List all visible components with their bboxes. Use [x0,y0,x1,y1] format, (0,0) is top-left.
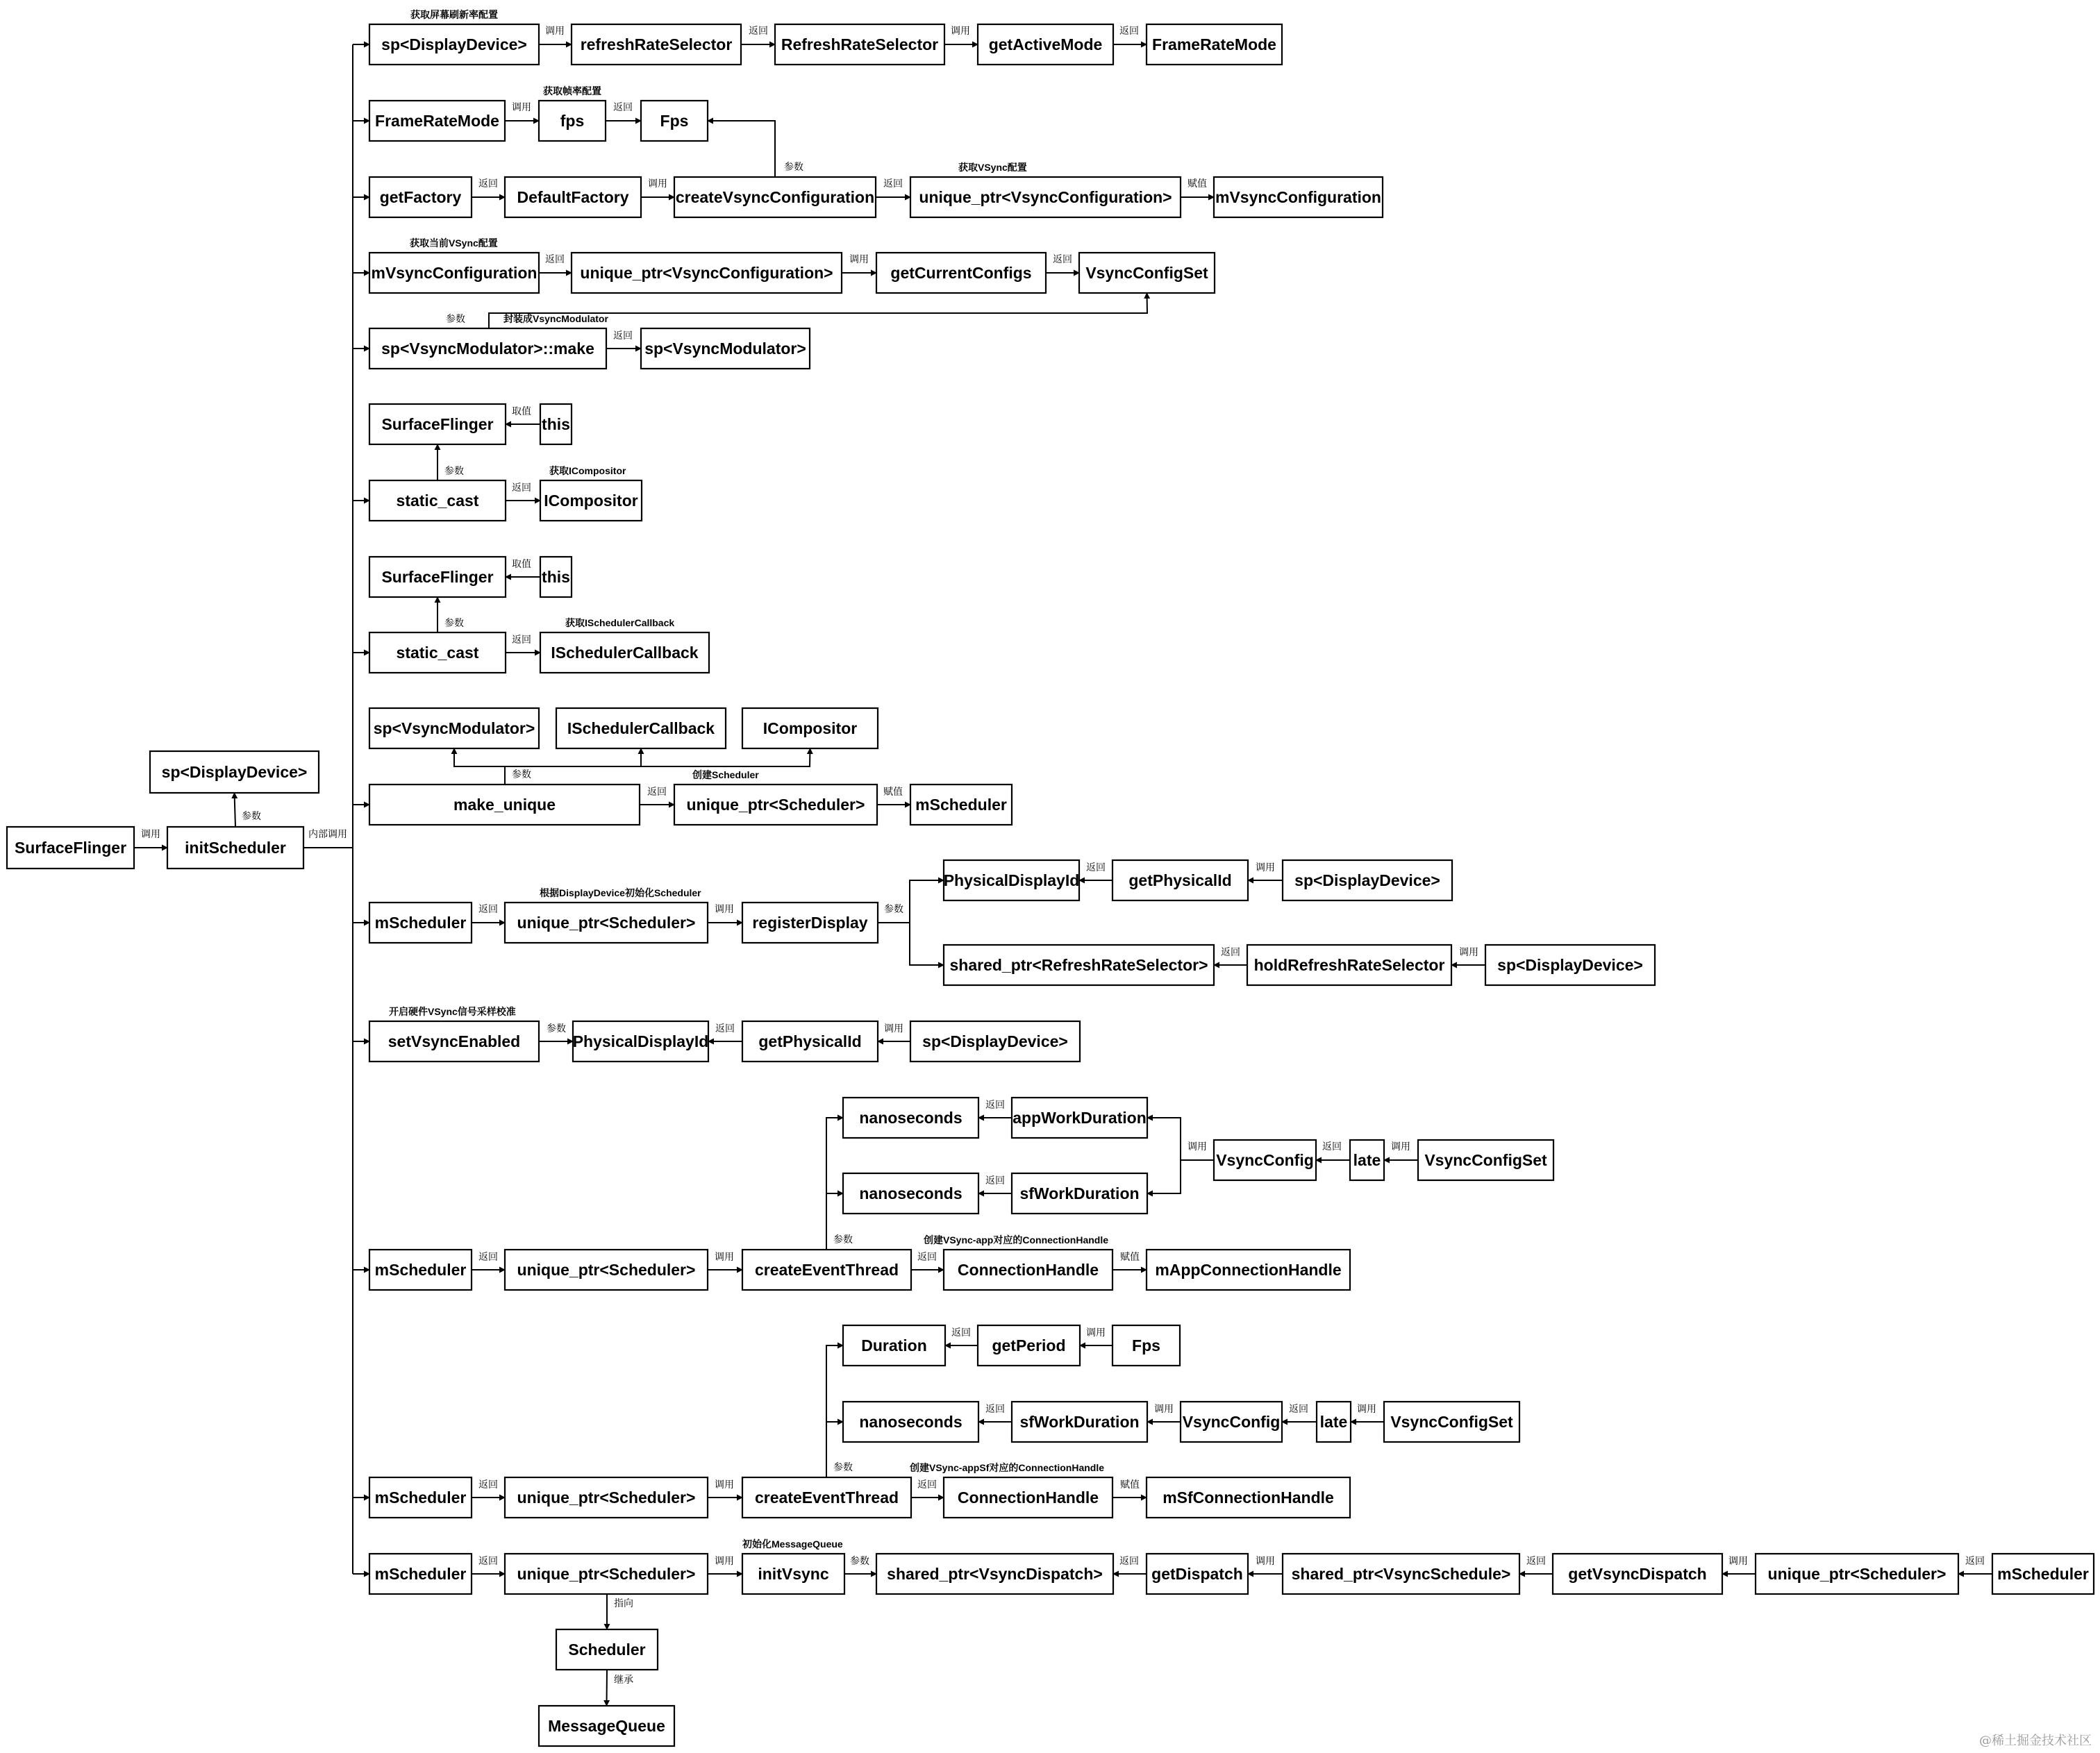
watermark: @稀土掘金技术社区 [1979,1734,2092,1748]
edge-label-call: 调用 [141,828,160,839]
node-label: Duration [861,1336,927,1354]
node-n-r12-vc [1181,1402,1282,1442]
node-n-r7-this [540,557,572,597]
edge-label-return: 返回 [647,786,667,797]
node-n-r7-b [540,632,709,673]
node-label: holdRefreshRateSelector [1253,956,1445,974]
node-n-r11-n1 [843,1098,978,1138]
edge-label-take-value: 取值 [512,558,531,569]
node-label: unique_ptr<Scheduler> [517,1565,696,1583]
node-n-r12-dur [843,1325,945,1366]
node-n-r11-vc [1214,1140,1316,1180]
note-r4: 获取当前VSync配置 [410,237,498,249]
arrow-r8-p2 [505,748,641,766]
node-n-r9-c [742,903,878,943]
node-label: RefreshRateSelector [781,35,939,53]
node-n-r1-c [775,24,944,65]
arrow-r12c-dur [826,1345,843,1477]
node-n-r8-a [369,785,640,825]
node-label: unique_ptr<Scheduler> [517,1261,696,1279]
node-label: FrameRateMode [1152,35,1276,53]
node-label: getPeriod [992,1336,1066,1354]
node-n-r6-a [369,480,506,521]
node-label: MessageQueue [548,1717,665,1735]
node-label: mSfConnectionHandle [1162,1488,1334,1507]
node-n-r9-a [369,903,472,943]
arrow-r8-p3 [641,748,810,766]
edge-label-param: 参数 [784,161,803,172]
node-label: sp<DisplayDevice> [1497,956,1643,974]
note-r6: 获取ICompositor [549,465,626,476]
note-r7: 获取ISchedulerCallback [565,617,675,628]
edge-label-call: 调用 [545,25,565,36]
node-label: refreshRateSelector [580,35,733,53]
edge-label-return: 返回 [1526,1555,1546,1566]
node-n-r3-a [369,177,472,217]
node-label: VsyncConfigSet [1424,1151,1547,1169]
node-n-r8-p2 [556,708,726,748]
edge-label-call: 调用 [715,903,734,914]
node-label: mAppConnectionHandle [1155,1261,1342,1279]
node-label: sp<DisplayDevice> [922,1032,1068,1050]
edge-label-param: 参数 [444,617,464,628]
edge-label-call: 调用 [1154,1403,1174,1414]
arrow-r8-p1 [454,748,505,785]
node-label: unique_ptr<Scheduler> [1767,1565,1947,1583]
node-n-r11-c [742,1250,911,1290]
node-n-r13-d [876,1554,1113,1594]
node-n-r3-e [1214,177,1383,217]
node-label: fps [560,112,585,130]
node-n-r12-b [505,1477,708,1518]
node-n-r9-g [944,945,1214,985]
edge-label-call: 调用 [715,1479,734,1490]
edge-label-return: 返回 [1965,1555,1985,1566]
node-label: sfWorkDuration [1019,1184,1140,1202]
node-n-r13-e [1147,1554,1248,1594]
node-n-r13-mq [539,1706,674,1746]
arrow-r9c-r9g [910,923,944,965]
edge-label-points-to: 指向 [614,1597,633,1609]
node-n-r12-e [1147,1477,1350,1518]
node-label: mVsyncConfiguration [371,264,538,282]
edge-label-assign: 赋值 [1188,178,1207,189]
node-n-r13-c [742,1554,844,1594]
note-r5: 封装成VsyncModulator [503,313,608,324]
edge-label-call: 调用 [648,178,667,189]
node-n-r11-b [505,1250,708,1290]
node-n-r9-f [1283,860,1452,900]
note-r3: 获取VSync配置 [958,162,1027,173]
edge-label-param: 参数 [833,1461,853,1473]
node-label: nanoseconds [859,1184,962,1202]
edge-label-call: 调用 [1086,1327,1106,1338]
node-n-r11-a [369,1250,472,1290]
node-n-r4-d [1079,253,1215,293]
node-label: sp<VsyncModulator>::make [381,339,594,358]
node-n-r8-p1 [369,708,539,748]
node-n-r10-a [369,1021,539,1062]
edge-label-return: 返回 [985,1175,1005,1186]
node-label: shared_ptr<VsyncDispatch> [887,1565,1103,1583]
node-label: mVsyncConfiguration [1215,188,1381,206]
node-label: getFactory [379,188,462,206]
node-label: mScheduler [374,1488,467,1507]
arrow-vc-w1 [1147,1118,1214,1160]
node-label: static_cast [396,644,479,662]
edge-label-return: 返回 [715,1023,735,1034]
node-n-r7-sf [369,557,506,597]
node-label: getPhysicalId [1128,871,1232,889]
node-label: this [542,415,570,433]
node-n-r13-sch [556,1629,658,1670]
node-label: nanoseconds [859,1413,962,1431]
edge-label-return: 返回 [1322,1141,1342,1152]
edge-label-call: 调用 [1391,1141,1410,1152]
node-label: nanoseconds [859,1109,962,1127]
node-label: ConnectionHandle [957,1488,1099,1507]
node-n-r4-b [572,253,842,293]
edge-label-call: 调用 [1188,1141,1207,1152]
node-label: mScheduler [374,1565,467,1583]
node-label: sp<DisplayDevice> [161,763,308,781]
node-n-dd0 [150,751,319,793]
node-label: sp<DisplayDevice> [1294,871,1440,889]
edge-label-return: 返回 [749,25,768,36]
node-n-r1-d [978,24,1113,65]
edge-label-param: 参数 [850,1555,869,1566]
edge-label-call: 调用 [1459,946,1478,957]
edge-label-call: 调用 [715,1251,734,1262]
edge-label-return: 返回 [478,178,498,189]
node-label: make_unique [453,796,556,814]
node-label: FrameRateMode [375,112,499,130]
edge-label-call: 调用 [849,253,869,265]
note-r1: 获取屏幕刷新率配置 [410,9,498,20]
node-label: createVsyncConfiguration [675,188,875,206]
node-label: unique_ptr<Scheduler> [517,914,696,932]
node-label: registerDisplay [752,914,868,932]
node-label: createEventThread [754,1261,899,1279]
edge-label-param: 参数 [242,810,261,821]
node-label: setVsyncEnabled [388,1032,521,1050]
node-n-r9-b [505,903,708,943]
edge-label-call: 调用 [951,25,970,36]
node-n-r12-fps [1112,1325,1180,1366]
node-label: sp<VsyncModulator> [644,339,806,358]
node-label: shared_ptr<RefreshRateSelector> [949,956,1208,974]
edge-label-return: 返回 [478,1479,498,1490]
node-label: SurfaceFlinger [381,415,494,433]
edge-label-inherit: 继承 [614,1674,633,1685]
node-n-r13-h [1756,1554,1958,1594]
edge-label-param: 参数 [512,769,531,780]
edge-label-return: 返回 [1289,1403,1308,1414]
node-label: getPhysicalId [758,1032,862,1050]
arrow-vc-w2 [1147,1160,1181,1193]
node-label: sfWorkDuration [1019,1413,1140,1431]
node-label: shared_ptr<VsyncSchedule> [1291,1565,1511,1583]
node-label: sp<VsyncModulator> [373,719,535,737]
edge-label-return: 返回 [545,253,565,265]
node-label: Fps [660,112,689,130]
arrow-r3c-r2c [708,121,775,177]
node-label: VsyncConfig [1182,1413,1281,1431]
note-r13: 初始化MessageQueue [742,1538,843,1550]
node-n-r1-b [572,24,741,65]
node-n-r2-a [369,101,505,141]
node-n-r12-c [742,1477,911,1518]
node-n-r5-a [369,328,606,369]
node-n-r3-d [910,177,1181,217]
node-label: mScheduler [1997,1565,2089,1583]
edge-label-return: 返回 [985,1099,1005,1110]
edge-label-return: 返回 [917,1251,937,1262]
node-n-r5-b [641,328,810,369]
node-label: createEventThread [754,1488,899,1507]
node-label: mScheduler [374,914,467,932]
node-label: initScheduler [185,839,286,857]
node-n-r12-a [369,1477,472,1518]
edge-label-call: 调用 [884,1023,903,1034]
node-n-r6-sf [369,404,506,444]
edge-label-param: 参数 [444,465,464,476]
node-label: ConnectionHandle [957,1261,1099,1279]
edge-label-call: 调用 [1357,1403,1376,1414]
edge-label-call: 调用 [715,1555,734,1566]
node-n-init [167,827,303,869]
node-n-r12-gp [978,1325,1080,1366]
edge-label-call: 调用 [1256,1555,1275,1566]
node-n-r10-b [573,1021,709,1062]
node-label: DefaultFactory [517,188,629,206]
node-label: PhysicalDisplayId [572,1032,709,1050]
edge-label-call: 调用 [1728,1555,1748,1566]
arrow-r11c-n1 [826,1118,843,1250]
edge-label-return: 返回 [1221,946,1240,957]
node-n-r1-a [369,24,539,65]
node-n-r11-late [1350,1140,1384,1180]
node-n-r12-sw [1012,1402,1147,1442]
edge-label-param: 参数 [446,313,465,324]
edge-label-internal-call: 内部调用 [308,828,347,839]
node-n-r2-b [539,101,606,141]
node-label: sp<DisplayDevice> [381,35,527,53]
edge-label-return: 返回 [1119,1555,1139,1566]
node-n-r11-d [944,1250,1112,1290]
node-n-r8-p3 [742,708,878,748]
arrow-n_r13_sch-n_r13_mq [607,1670,608,1706]
node-label: Fps [1132,1336,1160,1354]
node-n-r8-b [674,785,877,825]
node-n-r9-d [944,860,1080,900]
node-label: mScheduler [915,796,1007,814]
node-label: SurfaceFlinger [381,568,494,586]
node-n-r1-e [1147,24,1282,65]
node-n-r6-this [540,404,572,444]
arrow-r9c-r9d [878,880,944,923]
edge-label-param: 参数 [833,1234,853,1245]
edge-label-assign: 赋值 [883,786,903,797]
node-n-r10-c [742,1021,878,1062]
node-label: getActiveMode [988,35,1103,53]
node-n-r10-d [910,1021,1080,1062]
edge-label-return: 返回 [613,330,633,341]
node-label: unique_ptr<VsyncConfiguration> [580,264,833,282]
node-n-r13-i [1992,1554,2094,1594]
note-r10: 开启硬件VSync信号采样校准 [389,1006,516,1017]
node-label: Scheduler [568,1641,646,1659]
edge-label-return: 返回 [985,1403,1005,1414]
node-n-r11-w2 [1012,1173,1147,1214]
node-n-r7-a [369,632,506,673]
node-label: SurfaceFlinger [14,839,127,857]
node-label: late [1353,1151,1381,1169]
note-r8: 创建Scheduler [692,769,759,780]
node-label: unique_ptr<Scheduler> [517,1488,696,1507]
node-n-r4-c [876,253,1046,293]
node-n-r11-vcs [1418,1140,1553,1180]
edge-label-return: 返回 [478,1555,498,1566]
note-r9: 根据DisplayDevice初始化Scheduler [540,887,701,898]
node-label: ISchedulerCallback [551,644,699,662]
node-label: getCurrentConfigs [890,264,1032,282]
node-n-r9-i [1485,945,1655,985]
edge-label-param: 参数 [547,1023,566,1034]
node-label: ICompositor [544,492,638,510]
node-n-r8-c [910,785,1012,825]
node-n-r3-b [505,177,641,217]
node-label: getVsyncDispatch [1568,1565,1707,1583]
note-r11: 创建VSync-app对应的ConnectionHandle [924,1234,1109,1245]
node-label: unique_ptr<VsyncConfiguration> [919,188,1172,206]
edge-label-call: 调用 [512,101,531,112]
node-label: static_cast [396,492,479,510]
node-n-r9-h [1247,945,1451,985]
node-n-r11-w1 [1012,1098,1147,1138]
node-n-r3-c [674,177,876,217]
node-n-r12-d [944,1477,1112,1518]
node-n-r13-g [1553,1554,1722,1594]
edge-label-param: 参数 [884,903,903,914]
node-n-r12-vcs [1384,1402,1519,1442]
node-label: appWorkDuration [1012,1109,1147,1127]
node-label: getDispatch [1151,1565,1243,1583]
node-label: ICompositor [762,719,858,737]
edge-label-assign: 赋值 [1120,1251,1140,1262]
edge-label-return: 返回 [951,1327,971,1338]
edge-label-call: 调用 [1256,862,1275,873]
node-n-r13-b [505,1554,708,1594]
edge-label-return: 返回 [883,178,903,189]
node-n-r9-e [1112,860,1248,900]
node-n-r11-n2 [843,1173,978,1214]
note-r12: 创建VSync-appSf对应的ConnectionHandle [910,1462,1105,1473]
node-n-r2-c [641,101,708,141]
edge-label-return: 返回 [1119,25,1139,36]
node-label: mScheduler [374,1261,467,1279]
edge-label-return: 返回 [1053,253,1072,265]
edge-label-return: 返回 [512,482,531,493]
node-n-r6-b [540,480,642,521]
node-n-r11-e [1147,1250,1350,1290]
edge-label-return: 返回 [1086,862,1106,873]
node-label: initVsync [758,1565,829,1583]
edge-label-return: 返回 [478,1251,498,1262]
node-label: late [1319,1413,1348,1431]
node-label: VsyncConfigSet [1390,1413,1513,1431]
node-n-r12-late [1317,1402,1351,1442]
node-n-r12-ns [843,1402,978,1442]
node-label: VsyncConfig [1216,1151,1314,1169]
node-n-r13-f [1283,1554,1519,1594]
node-label: ISchedulerCallback [567,719,715,737]
node-label: VsyncConfigSet [1085,264,1208,282]
node-n-r13-a [369,1554,472,1594]
node-n-r4-a [369,253,539,293]
node-n-sf [7,827,134,869]
edge-label-return: 返回 [917,1479,937,1490]
node-label: this [542,568,570,586]
edge-label-return: 返回 [478,903,498,914]
arrow-init-dd0 [235,793,236,827]
edge-label-take-value: 取值 [512,405,531,417]
note-r2: 获取帧率配置 [543,85,601,97]
node-label: unique_ptr<Scheduler> [686,796,865,814]
node-label: PhysicalDisplayId [943,871,1080,889]
edge-label-assign: 赋值 [1120,1479,1140,1490]
edge-label-return: 返回 [512,634,531,645]
edge-label-return: 返回 [613,101,633,112]
